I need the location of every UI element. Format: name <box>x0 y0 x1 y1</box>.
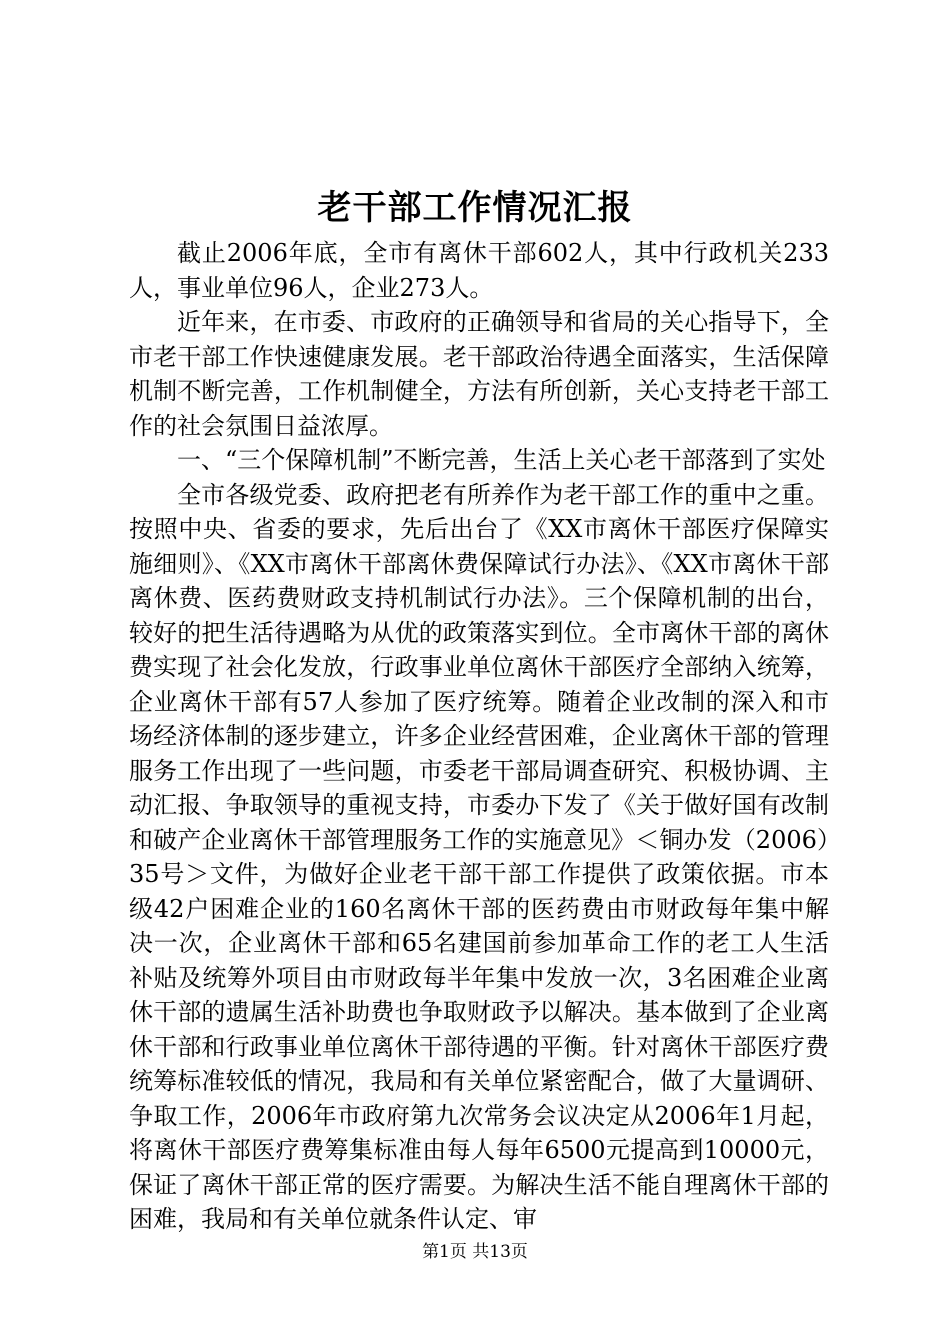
paragraph-summary: 截止2006年底，全市有离休干部602人，其中行政机关233人，事业单位96人，企业273人。 <box>129 239 829 302</box>
page-footer: 第1页 共13页 <box>422 1242 528 1262</box>
document-title: 老干部工作情况汇报 <box>317 188 633 228</box>
section-heading-1: 一、“三个保障机制”不断完善，生活上关心老干部落到了实处 <box>177 446 826 474</box>
document-body <box>129 236 829 1237</box>
paragraph-section-1: 全市各级党委、政府把老有所养作为老干部工作的重中之重。按照中央、省委的要求，先后出台了《XX市离休干部医疗保障实施细则》、《XX市离休干部离休费保障试行办法》、《XX市离休干部离休费、医药费财政支持机制试行办法》。三个保障机制的出台，较好的把生活待遇略为从优的政策落实到位。全市离休干部的离休费实现了社会化发放，行政事业单位离休干部医疗全部纳入统筹，企业离休干部有57人参加了医疗统筹。随着企业改制的深入和市场经济体制的逐步建立，许多企业经营困难，企业离休干部的管理服务工作出现了一些问题，市委老干部局调查研究、积极协调、主动汇报、争取领导的重视支持，市委办下发了《关于做好国有改制和破产企业离休干部管理服务工作的实施意见》＜铜办发（2006）35号＞文件，为做好企业老干部干部工作提供了政策依据。市本级42户困难企业的160名离休干部的医药费由市财政每年集中解决一次，企业离休干部和65名建国前参加革命工作的老工人生活补贴及统筹外项目由市财政每半年集中发放一次，3名困难企业离休干部的遗属生活补助费也争取财政予以解决。基本做到了企业离休干部和行政事业单位离休干部待遇的平衡。针对离休干部医疗费统筹标准较低的情况，我局和有关单位紧密配合，做了大量调研、争取工作，2006年市政府第九次常务会议决定从2006年1月起，将离休干部医疗费筹集标准由每人每年6500元提高到10000元，保证了离休干部正常的医疗需要。为解决生活不能自理离休干部的困难，我局和有关单位就条件认定、审 <box>129 480 829 1233</box>
paragraph-overview: 近年来，在市委、市政府的正确领导和省局的关心指导下，全市老干部工作快速健康发展。老干部政治待遇全面落实，生活保障机制不断完善，工作机制健全，方法有所创新，关心支持老干部工作的社会氛围日益浓厚。 <box>129 308 829 440</box>
